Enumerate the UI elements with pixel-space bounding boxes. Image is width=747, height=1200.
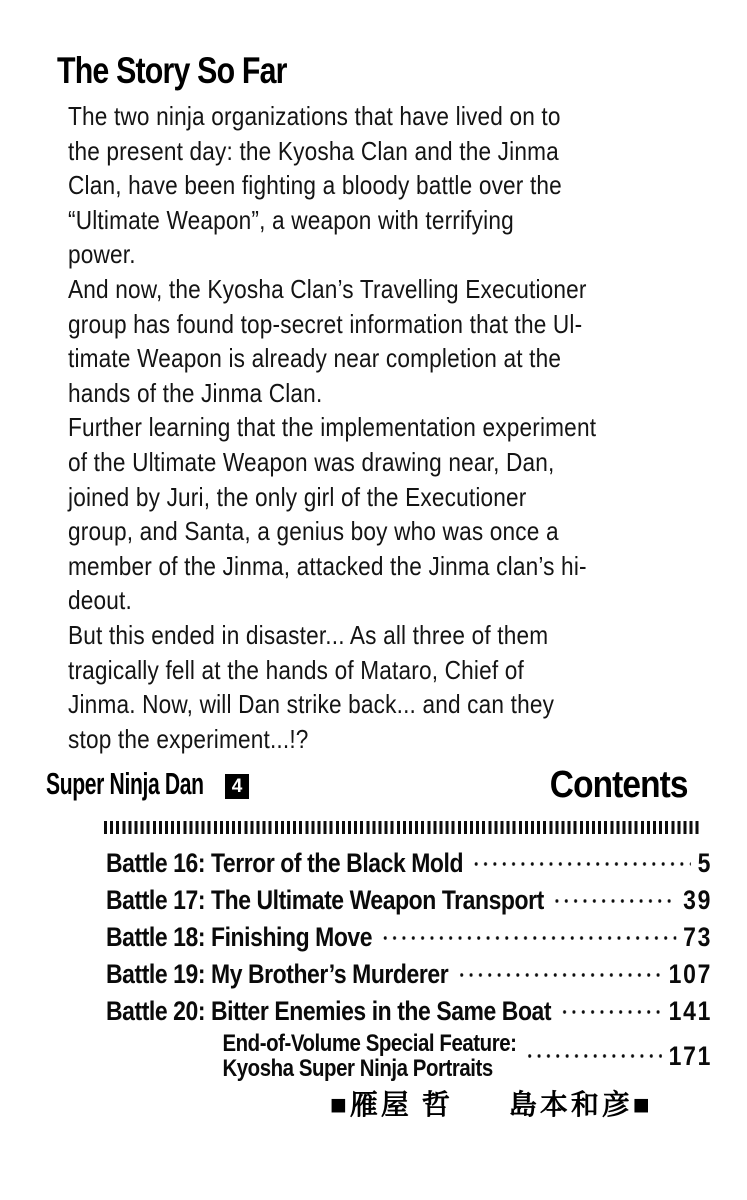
toc-special-feature-line1: End-of-Volume Special Feature: bbox=[222, 1030, 517, 1057]
contents-heading: Contents bbox=[550, 764, 688, 806]
dot-leader bbox=[525, 1049, 662, 1063]
toc-chapter-label: Battle 18: Finishing Move bbox=[106, 922, 373, 952]
author-credit-artist: 島本和彦■ bbox=[508, 1090, 653, 1121]
story-line: tragically fell at the hands of Mataro, Chief of bbox=[68, 654, 524, 685]
toc-chapter-label: Battle 16: Terror of the Black Mold bbox=[106, 848, 464, 878]
story-line: hands of the Jinma Clan. bbox=[68, 377, 323, 408]
story-line: The two ninja organizations that have lived on to bbox=[68, 101, 561, 131]
toc-row bbox=[106, 956, 712, 993]
story-line: Further learning that the implementation experiment bbox=[68, 412, 597, 443]
story-line: And now, the Kyosha Clan’s Travelling Executioner bbox=[68, 273, 587, 304]
toc-row bbox=[106, 845, 712, 882]
dot-leader bbox=[381, 931, 677, 945]
dot-leader bbox=[472, 857, 691, 871]
story-body bbox=[68, 99, 728, 756]
story-line: of the Ultimate Weapon was drawing near, Dan, bbox=[68, 446, 555, 477]
story-line: Clan, have been fighting a bloody battle over the bbox=[68, 170, 562, 201]
story-title: The Story So Far bbox=[57, 50, 287, 91]
toc-page-number: 141 bbox=[668, 996, 713, 1026]
story-line: the present day: the Kyosha Clan and the Jinma bbox=[68, 135, 559, 166]
toc-page-number: 107 bbox=[668, 959, 713, 989]
toc-page-number: 171 bbox=[668, 1040, 713, 1071]
story-line: power. bbox=[68, 239, 136, 270]
story-line: But this ended in disaster... As all three of them bbox=[68, 619, 549, 650]
toc-special-feature-line2: Kyosha Super Ninja Portraits bbox=[222, 1055, 493, 1082]
series-title: Super Ninja Dan bbox=[46, 766, 204, 801]
toc-row bbox=[106, 882, 712, 919]
story-line: stop the experiment...!? bbox=[68, 723, 309, 754]
story-line: member of the Jinma, attacked the Jinma clan’s hi- bbox=[68, 550, 587, 581]
story-line: group, and Santa, a genius boy who was once a bbox=[68, 516, 559, 547]
author-credit-writer: ■雁屋 哲 bbox=[330, 1090, 453, 1121]
toc-page-number: 5 bbox=[697, 848, 713, 878]
story-line: joined by Juri, the only girl of the Executioner bbox=[68, 481, 527, 512]
dot-leader bbox=[552, 894, 676, 908]
dot-leader bbox=[457, 968, 662, 982]
volume-number-badge: 4 bbox=[225, 774, 249, 799]
divider-bars bbox=[104, 821, 700, 834]
author-credits bbox=[330, 1083, 653, 1123]
dot-leader bbox=[560, 1005, 662, 1019]
toc-chapter-label: Battle 20: Bitter Enemies in the Same Boat bbox=[106, 996, 552, 1026]
toc-row bbox=[106, 993, 712, 1030]
story-line: timate Weapon is already near completion at the bbox=[68, 343, 562, 374]
toc-row-special-feature bbox=[106, 1030, 712, 1082]
toc-chapter-label: Battle 19: My Brother’s Murderer bbox=[106, 959, 449, 989]
toc-page-number: 39 bbox=[683, 885, 713, 915]
story-line: deout. bbox=[68, 585, 132, 616]
toc-chapter-label: Battle 17: The Ultimate Weapon Transport bbox=[106, 885, 544, 915]
story-line: group has found top-secret information that the Ul- bbox=[68, 308, 583, 339]
toc-row bbox=[106, 919, 712, 956]
table-of-contents bbox=[106, 845, 712, 1082]
story-line: “Ultimate Weapon”, a weapon with terrifying bbox=[68, 204, 514, 235]
toc-page-number: 73 bbox=[683, 922, 713, 952]
story-line: Jinma. Now, will Dan strike back... and can they bbox=[68, 689, 555, 720]
toc-chapter-label bbox=[106, 1031, 516, 1081]
